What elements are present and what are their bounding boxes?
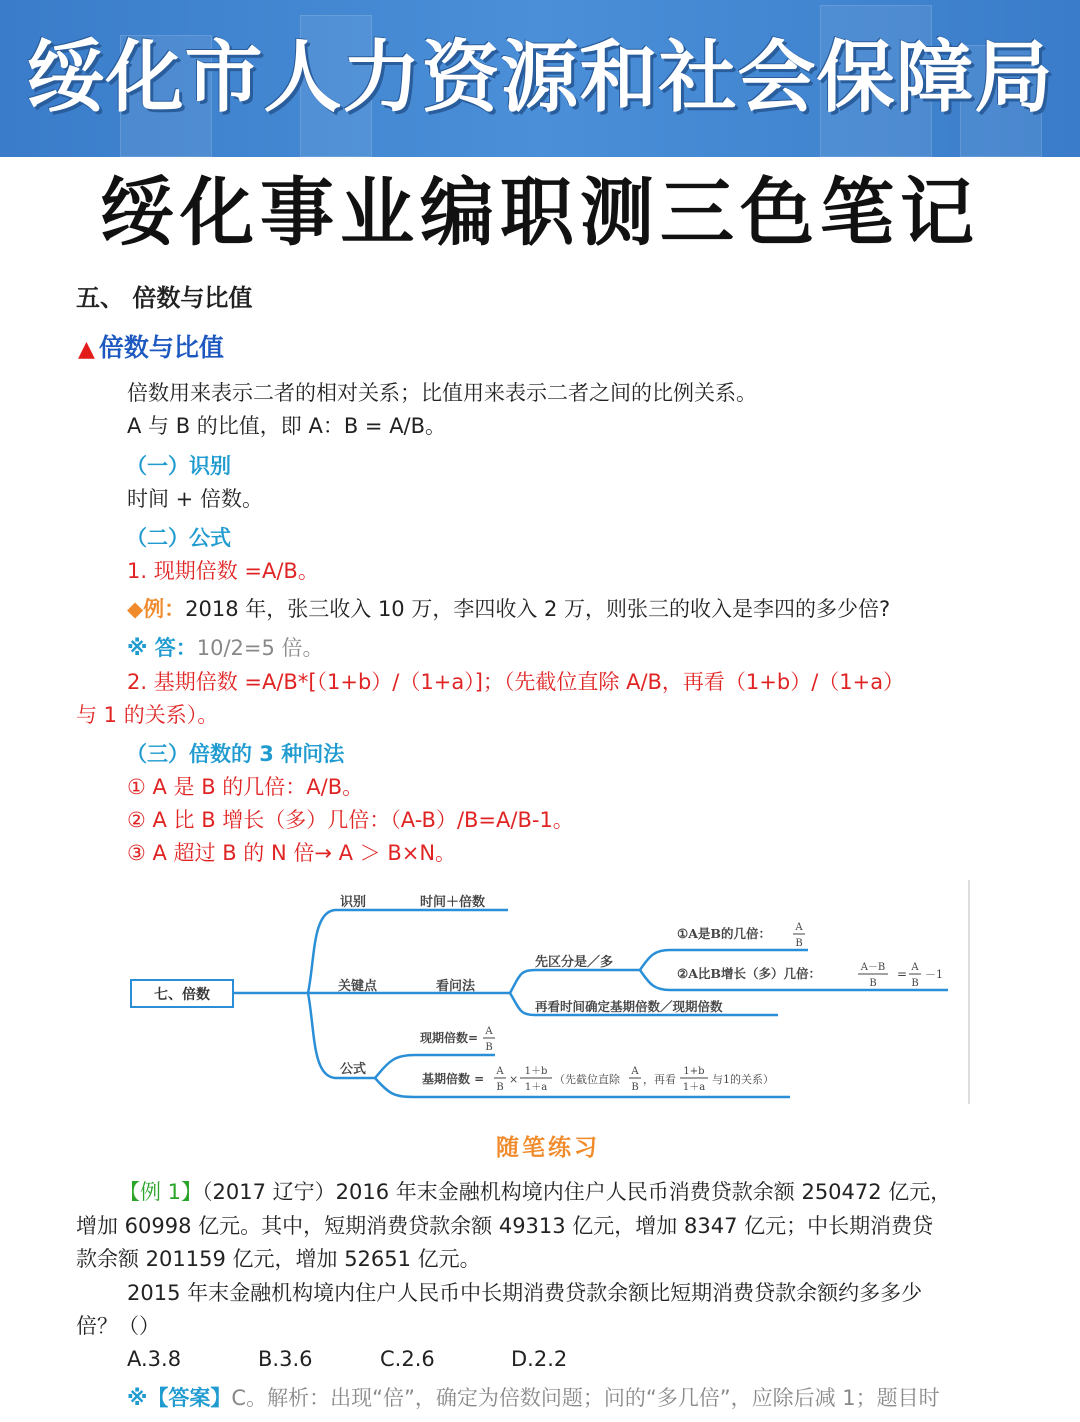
formula-base-line-2: 与 1 的关系）。 (76, 703, 219, 727)
mm-base-times: × (509, 1073, 519, 1086)
question-line-1: 2015 年末金融机构境内住户人民币中长期消费贷款余额比短期消费贷款余额约多多少 (127, 1281, 923, 1305)
mm-base-note-3: 与1的关系） (712, 1073, 774, 1086)
answer-label: ※ 答： (127, 636, 197, 660)
mm-base: 基期倍数 = (422, 1072, 485, 1086)
example-text: 2018 年，张三收入 10 万，李四收入 2 万，则张三的收入是李四的多少倍? (185, 597, 891, 621)
mm-current-frac-den: B (485, 1042, 493, 1053)
mind-map-divider (968, 880, 970, 1104)
option-c: C.2.6 (380, 1347, 435, 1371)
mm-q1: ①A是B的几倍： (677, 926, 771, 941)
section-heading: 五、 倍数与比值 (76, 284, 253, 312)
mm-q1-frac-num: A (795, 922, 803, 933)
mm-q2-frac2-den: B (911, 978, 919, 989)
mm-q2-minus-one: －1 (925, 968, 943, 981)
mm-base-frac-num: A (496, 1066, 504, 1077)
subheading-ask-methods: （三）倍数的 3 种问法 (126, 742, 345, 766)
mm-q2-frac-num: A－B (860, 962, 886, 973)
option-a: A.3.8 (127, 1347, 182, 1371)
subheading-identify: （一）识别 (126, 454, 231, 478)
mm-base-note-2: ，再看 (643, 1073, 676, 1086)
subheading-formula: （二）公式 (126, 526, 231, 550)
ask-method-2: ② A 比 B 增长（多）几倍：（A-B）/B=A/B-1。 (127, 808, 574, 832)
mm-current: 现期倍数= (420, 1031, 479, 1045)
answer-explanation (127, 1383, 940, 1413)
mm-formula: 公式 (340, 1062, 367, 1077)
mm-base-frac2-den: 1＋a (524, 1082, 548, 1093)
identify-text: 时间 + 倍数。 (127, 487, 263, 511)
document-title: 绥化事业编职测三色笔记 (100, 170, 980, 256)
intro-line-1: 倍数用来表示二者的相对关系；比值用来表示二者之间的比例关系。 (127, 381, 757, 405)
mm-base-note-frac-num: A (631, 1066, 639, 1077)
answer-line (127, 633, 324, 663)
example-1-line-3: 款余额 201159 亿元，增加 52651 亿元。 (76, 1247, 481, 1271)
example-line (127, 594, 890, 624)
org-name: 绥化市人力资源和社会保障局 (26, 33, 1054, 123)
formula-base-line-1: 2. 基期倍数 =A/B*[（1+b）/（1+a）]；（先截位直除 A/B，再看（1+b）/（1+a） (127, 670, 905, 694)
answer-key-text: C。解析：出现“倍”，确定为倍数问题；问的“多几倍”，应除后减 1；题目时 (231, 1386, 940, 1410)
mm-base-frac-den: B (496, 1082, 504, 1093)
mm-q1-frac-den: B (795, 938, 803, 949)
ask-method-3: ③ A 超过 B 的 N 倍→ A ＞ B×N。 (127, 841, 457, 865)
example-1-line-1 (119, 1177, 951, 1207)
mm-identify-value: 时间＋倍数 (420, 895, 486, 910)
option-d: D.2.2 (511, 1347, 568, 1371)
mm-root: 七、倍数 (154, 987, 210, 1003)
mm-first: 先区分是／多 (535, 955, 614, 970)
question-line-2: 倍？（） (76, 1314, 160, 1338)
example-label: ◆例： (127, 597, 186, 621)
intro-line-2: A 与 B 的比值，即 A：B = A/B。 (127, 414, 447, 438)
mm-link-key-first (510, 970, 640, 993)
example-1-label: 【例 1】 (119, 1180, 203, 1204)
mm-current-frac-num: A (485, 1026, 493, 1037)
answer-text: 10/2=5 倍。 (196, 636, 324, 660)
ask-method-1: ① A 是 B 的几倍：A/B。 (127, 775, 364, 799)
mm-identify: 识别 (340, 895, 367, 910)
practice-title: 随笔练习 (496, 1135, 600, 1161)
formula-current: 1. 现期倍数 =A/B。 (127, 559, 319, 583)
mm-key: 关键点 (338, 979, 378, 994)
mm-ask: 看问法 (436, 979, 476, 994)
topic-heading (78, 333, 224, 365)
topic-label: 倍数与比值 (98, 333, 224, 362)
answer-key-label: ※【答案】 (127, 1386, 232, 1410)
mm-q2: ②A比B增长（多）几倍： (677, 966, 821, 981)
mm-base-note-frac-den: B (631, 1082, 639, 1093)
mind-map (0, 878, 1080, 1110)
mm-q2-frac2-num: A (911, 962, 919, 973)
mm-base-note-frac2-den: 1＋a (682, 1082, 706, 1093)
mm-base-note-1: （先截位直除 (554, 1073, 620, 1086)
example-1-text: （2017 辽宁）2016 年末金融机构境内住户人民币消费贷款余额 250472 亿元， (202, 1180, 952, 1204)
mm-q2-frac-den: B (869, 978, 877, 989)
mm-base-frac2-num: 1＋b (524, 1066, 548, 1077)
mm-then: 再看时间确定基期倍数／现期倍数 (535, 999, 723, 1014)
example-1-line-2: 增加 60998 亿元。其中，短期消费贷款余额 49313 亿元，增加 8347 亿元；中长期消费贷 (76, 1214, 934, 1238)
mm-base-note-frac2-num: 1+b (683, 1066, 705, 1077)
header-banner (0, 0, 1080, 157)
option-b: B.3.6 (258, 1347, 313, 1371)
mm-q2-eq: = (897, 967, 908, 981)
triangle-icon: ▲ (78, 337, 95, 362)
